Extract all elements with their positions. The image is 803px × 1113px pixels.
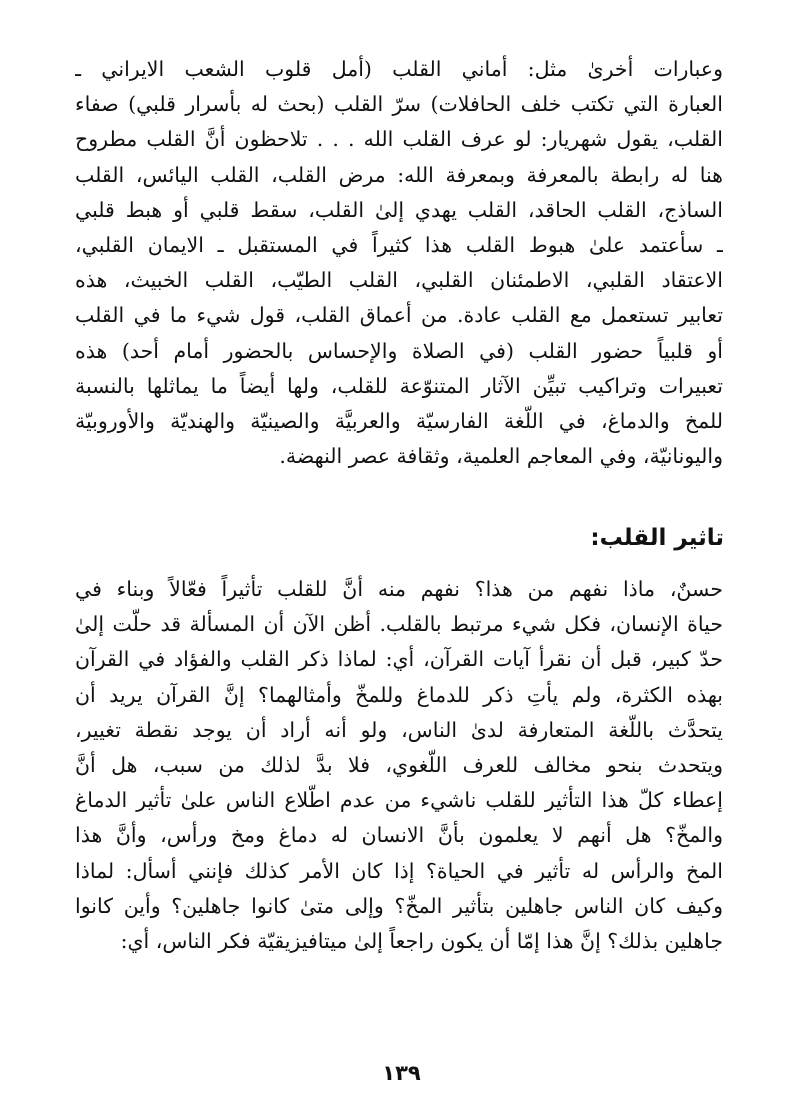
text-line: وعبارات أخرىٰ مثل: أماني القلب (أمل قلوب الشعب الايراني ـ [75,57,723,81]
text-line: هنا له رابطة بالمعرفة وبمعرفة الله: مرض القلب، القلب اليائس، القلب [75,162,723,187]
text-line: جاهلين بذلك؟ إنَّ هذا إمّا أن يكون راجعاً إلىٰ ميتافيزيقيّة فكر الناس، أي: [120,928,723,953]
text-line: تعابير تستعمل مع القلب عادة. من أعماق القلب، قول شيء ما في القلب [75,303,723,328]
text-line: القلب، يقول شهريار: لو عرف القلب الله . . . تلاحظون أنَّ القلب مطروح [75,127,723,152]
text-line: أو قلبياً حضور القلب (في الصلاة والإحساس بالحضور أمام أحد) هذه [75,338,723,363]
text-line: ويتحدث بنحو مخالف للعرف اللّغوي، فلا بدَّ لذلك من سبب، هل أنَّ [75,752,723,777]
text-line: بهذه الكثرة، ولم يأتِ ذكر للدماغ وللمخّ وأمثالهما؟ إنَّ القرآن يريد أن [75,682,723,707]
text-line: والمخّ؟ هل أنهم لا يعلمون بأنَّ الانسان له دماغ ومخ ورأس، وأنَّ هذا [75,823,723,848]
text-line: يتحدَّث باللّغة المتعارفة لدىٰ الناس، ولو أنه أراد أن يوجد نقطة تغيير، [75,717,723,742]
text-line: حسنٌ، ماذا نفهم من هذا؟ نفهم منه أنَّ للقلب تأثيراً فعّالاً وبناء في [75,577,723,601]
text-line: الساذج، القلب الحاقد، القلب يهدي إلىٰ القلب، سقط قلبي أو هبط قلبي [75,197,723,222]
text-line: المخ والرأس له تأثير في الحياة؟ إذا كان الأمر كذلك فإنني أسأل: لماذا [75,858,723,883]
text-line: تعبيرات وتراكيب تبيِّن الآثار المتنوّعة للقلب، ولها أيضاً ما يماثلها بالنسبة [75,373,723,398]
text-line: واليونانيّة، وفي المعاجم العلمية، وثقافة عصر النهضة. [279,444,723,469]
text-line: ـ سأعتمد علىٰ هبوط القلب هذا كثيراً في المستقبل ـ الايمان القلبي، [75,232,723,257]
text-line: العبارة التي تكتب خلف الحافلات) سرّ القلب (بحث له بأسرار قلبي) صفاء [75,92,723,117]
page-number: ١٣٩ [382,1061,421,1085]
text-line: حياة الإنسان، فكل شيء مرتبط بالقلب. أظن الآن أن المسألة قد حلّت إلىٰ [75,612,723,637]
text-line: الاعتقاد القلبي، الاطمئنان القلبي، القلب الطيّب، القلب الخبيث، هذه [75,268,723,293]
text-line: للمخ والدماغ، في اللّغة الفارسيّة والعربيَّة والصينيّة والهنديّة والأوروبيّة [75,408,723,433]
paragraph-2 [75,572,723,959]
paragraph-1 [75,52,723,474]
text-line: حدّ كبير، قبل أن نقرأ آيات القرآن، أي: لماذا ذكر القلب والفؤاد في القرآن [75,647,723,672]
text-line: وكيف كان الناس جاهلين بتأثير المخّ؟ وإلى متىٰ كانوا جاهلين؟ وأين كانوا [75,893,723,918]
section-heading: تاثير القلب: [590,525,724,551]
text-line: إعطاء كلّ هذا التأثير للقلب ناشيء من عدم اطّلاع الناس علىٰ تأثير الدماغ [75,788,723,813]
